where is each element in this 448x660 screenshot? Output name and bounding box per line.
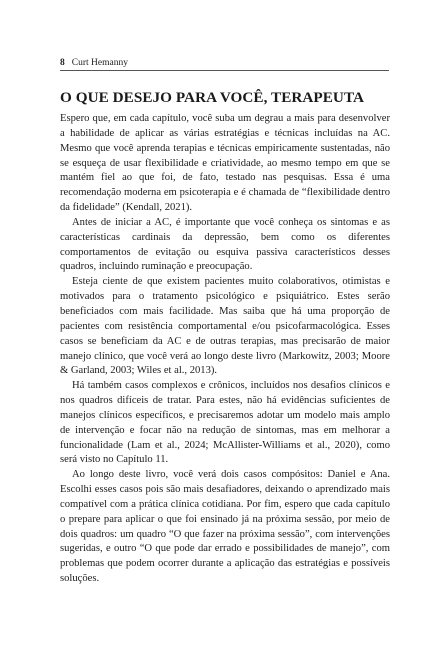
paragraph: Ao longo deste livro, você verá dois casos compósitos: Daniel e Ana. Escolhi esses casos pois são mais desafiadores, deixando o aprendizado mais compatível com a prática clínica cotidiana. Por fim, espero que cada capítulo o prepare para aplicar o que foi ensinado já na próxima sessão, por meio de dois quadros: um quadro “O que fazer na próxima sessão”, com intervenções sugeridas, e outro “O que pode dar errado e possibilidades de manejo”, com problemas que podem ocorrer durante a aplicação das estratégias e possíveis soluções.: [60, 469, 390, 585]
paragraph: Antes de iniciar a AC, é importante que você conheça os sintomas e as características cardinais da depressão, bem como os diferentes comportamentos de evitação ou esquiva passiva característicos desses quadros, incluindo ruminação e preocupação.: [60, 216, 390, 273]
running-head-author: Curt Hemanny: [71, 58, 128, 68]
header-rule: [60, 70, 389, 71]
paragraph: Há também casos complexos e crônicos, incluídos nos desafios clínicos e nos quadros difíceis de tratar. Para estes, não há evidências suficientes de manejos clínicos específicos, e precisaremos adotar um modelo mais amplo de intervenção e focar não na redução de sintomas, mas em melhorar a funcionalidade (Lam et al., 2024; McAllister-Williams et al., 2020), como será visto no Capítulo 11.: [60, 380, 390, 466]
page-number: 8: [60, 58, 65, 68]
paragraph: Espero que, em cada capítulo, você suba um degrau a mais para desenvolver a habilidade de aplicar as várias estratégias e técnicas incluídas na AC. Mesmo que você aprenda terapias e técnicas empiricamente sustentadas, não se esqueça de usar flexibilidade e criatividade, ao mesmo tempo em que se mantém fiel ao que foi, de fato, testado nas pesquisas. Essa é uma recomendação moderna em psicoterapia e é chamada de “flexibilidade dentro da fidelidade” (Kendall, 2021).: [60, 113, 390, 214]
section-heading: O QUE DESEJO PARA VOCÊ, TERAPEUTA: [60, 89, 365, 106]
paragraph: Esteja ciente de que existem pacientes muito colaborativos, otimistas e motivados para o tratamento psicológico e psiquiátrico. Estes serão beneficiados com mais facilidade. Mas saiba que há uma proporção de pacientes com resistência comportamental e/ou psicofarmacológica. Esses casos se beneficiam da AC e de outras terapias, mas precisarão de maior manejo clínico, que você verá ao longo deste livro (Markowitz, 2003; Moore & Garland, 2003; Wiles et al., 2013).: [60, 276, 390, 377]
body-text: [60, 112, 390, 587]
running-head: [60, 57, 388, 69]
